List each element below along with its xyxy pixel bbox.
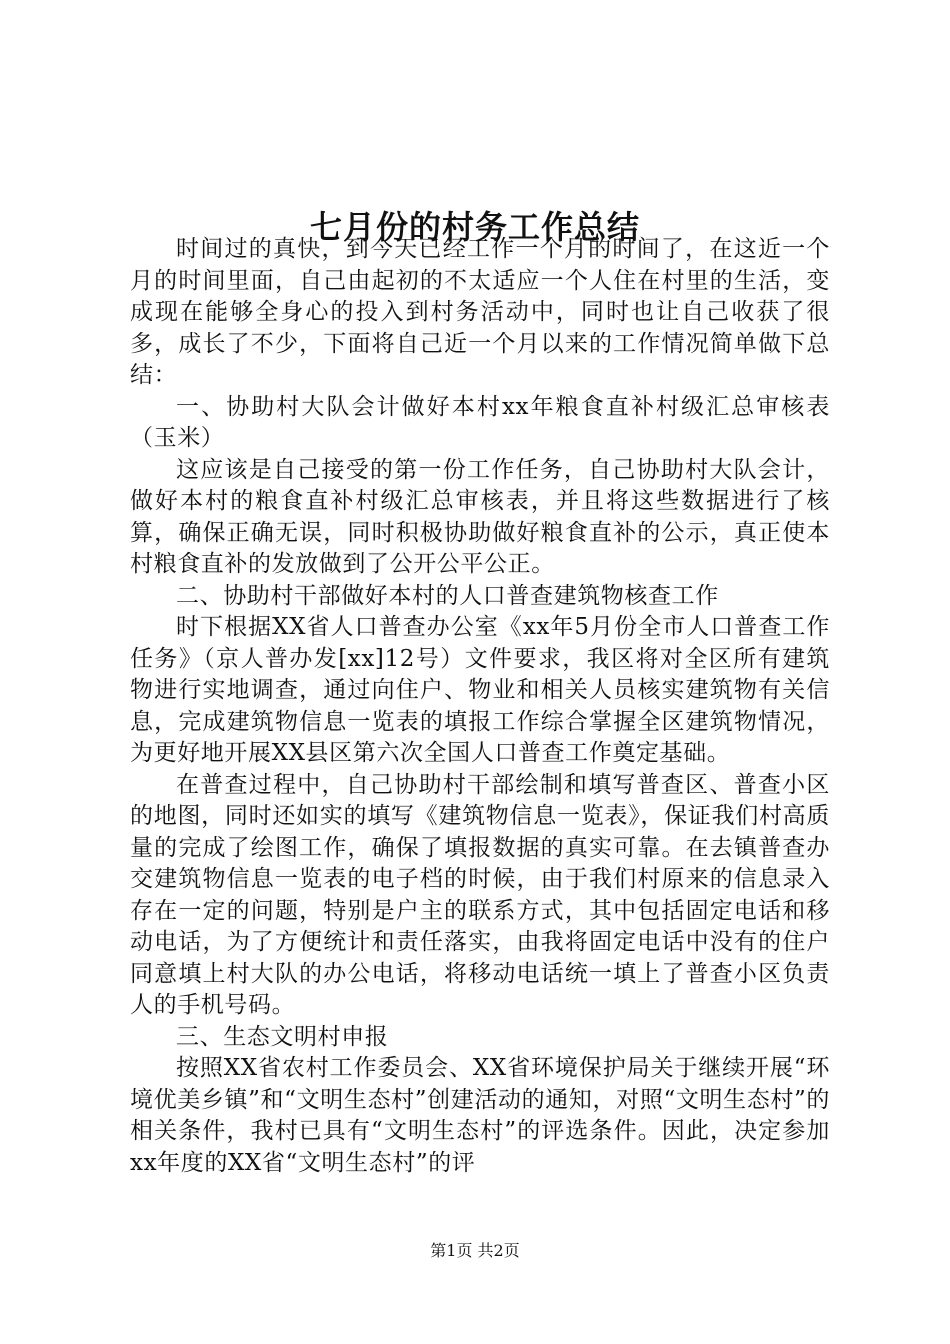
- document-body: [130, 234, 830, 1179]
- section-heading-3: 三、生态文明村申报: [176, 1023, 389, 1050]
- section-heading-2: 二、协助村干部做好本村的人口普查建筑物核查工作: [176, 582, 719, 609]
- section-heading-1: 一、协助村大队会计做好本村xx年粮食直补村级汇总审核表（玉米）: [130, 393, 830, 451]
- paragraph-section-1: 这应该是自己接受的第一份工作任务，自己协助村大队会计，做好本村的粮食直补村级汇总审核表，并且将这些数据进行了核算，确保正确无误，同时积极协助做好粮食直补的公示，真正使本村粮食直补的发放做到了公开公平公正。: [130, 456, 830, 577]
- paragraph-section-2a: 时下根据XX省人口普查办公室《xx年5月份全市人口普查工作任务》（京人普办发[xx]12号）文件要求，我区将对全区所有建筑物进行实地调查，通过向住户、物业和相关人员核实建筑物有关信息，完成建筑物信息一览表的填报工作综合掌握全区建筑物情况，为更好地开展XX县区第六次全国人口普查工作奠定基础。: [130, 614, 830, 766]
- document-title: 七月份的村务工作总结: [309, 208, 640, 247]
- page-number: 第1页 共2页: [430, 1241, 520, 1260]
- paragraph-section-3: 按照XX省农村工作委员会、XX省环境保护局关于继续开展“环境优美乡镇”和“文明生态村”创建活动的通知，对照“文明生态村”的相关条件，我村已具有“文明生态村”的评选条件。因此，决定参加xx年度的XX省“文明生态村”的评: [130, 1055, 830, 1176]
- paragraph-section-2b: 在普查过程中，自己协助村干部绘制和填写普查区、普查小区的地图，同时还如实的填写《建筑物信息一览表》，保证我们村高质量的完成了绘图工作，确保了填报数据的真实可靠。在去镇普查办交建筑物信息一览表的电子档的时候，由于我们村原来的信息录入存在一定的问题，特别是户主的联系方式，其中包括固定电话和移动电话，为了方便统计和责任落实，由我将固定电话中没有的住户同意填上村大队的办公电话，将移动电话统一填上了普查小区负责人的手机号码。: [130, 771, 830, 1018]
- paragraph-intro: 时间过的真快，到今天已经工作一个月的时间了，在这近一个月的时间里面，自己由起初的不太适应一个人住在村里的生活，变成现在能够全身心的投入到村务活动中，同时也让自己收获了很多，成长了不少，下面将自己近一个月以来的工作情况简单做下总结：: [130, 236, 830, 388]
